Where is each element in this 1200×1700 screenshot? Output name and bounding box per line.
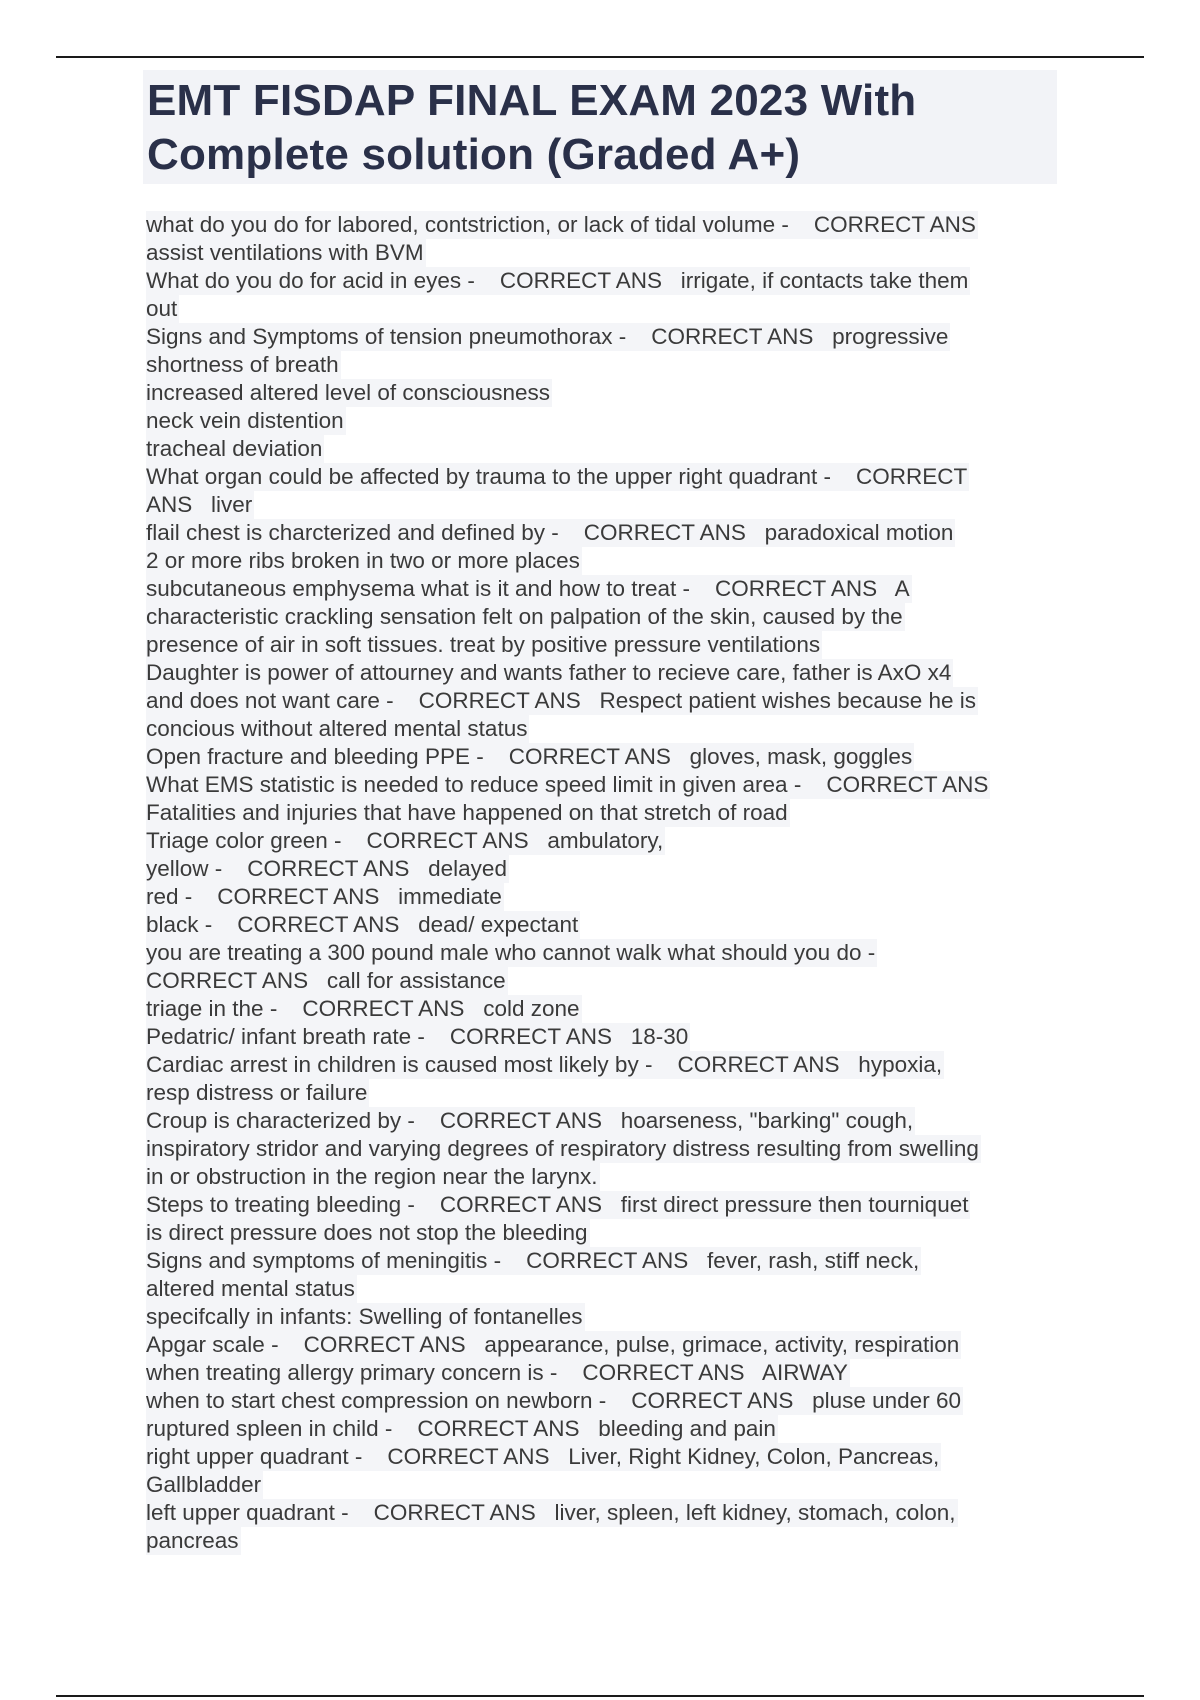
text-line bbox=[146, 1471, 1066, 1499]
text-line-content: Signs and Symptoms of tension pneumothorax - CORRECT ANS progressive bbox=[146, 324, 949, 349]
text-line-content: assist ventilations with BVM bbox=[146, 240, 424, 265]
text-line bbox=[146, 1079, 1066, 1107]
text-line bbox=[146, 1527, 1066, 1555]
text-line-content: when to start chest compression on newborn - CORRECT ANS pluse under 60 bbox=[146, 1388, 961, 1413]
text-line-content: What EMS statistic is needed to reduce speed limit in given area - CORRECT ANS bbox=[146, 772, 989, 797]
text-line bbox=[146, 939, 1066, 967]
text-line bbox=[146, 995, 1066, 1023]
text-line-content: increased altered level of consciousness bbox=[146, 380, 550, 405]
text-line bbox=[146, 603, 1066, 631]
text-line bbox=[146, 715, 1066, 743]
text-line bbox=[146, 687, 1066, 715]
text-line bbox=[146, 1303, 1066, 1331]
text-line bbox=[146, 1359, 1066, 1387]
text-line bbox=[146, 547, 1066, 575]
text-line-content: concious without altered mental status bbox=[146, 716, 528, 741]
title-line-1: EMT FISDAP FINAL EXAM 2023 With bbox=[147, 76, 917, 125]
text-line-content: CORRECT ANS call for assistance bbox=[146, 968, 506, 993]
text-line bbox=[146, 1107, 1066, 1135]
text-line bbox=[146, 743, 1066, 771]
text-line bbox=[146, 491, 1066, 519]
text-line bbox=[146, 883, 1066, 911]
title-block bbox=[143, 70, 1057, 184]
text-line-content: tracheal deviation bbox=[146, 436, 323, 461]
text-line-content: specifcally in infants: Swelling of fontanelles bbox=[146, 1304, 583, 1329]
text-line-content: out bbox=[146, 296, 178, 321]
text-line-content: Open fracture and bleeding PPE - CORRECT ANS gloves, mask, goggles bbox=[146, 744, 913, 769]
text-line-content: flail chest is charcterized and defined by - CORRECT ANS paradoxical motion bbox=[146, 520, 954, 545]
text-line bbox=[146, 435, 1066, 463]
text-line bbox=[146, 295, 1066, 323]
text-line bbox=[146, 1499, 1066, 1527]
text-line bbox=[146, 267, 1066, 295]
text-line bbox=[146, 1023, 1066, 1051]
qa-content bbox=[146, 211, 1066, 1555]
text-line-content: black - CORRECT ANS dead/ expectant bbox=[146, 912, 579, 937]
text-line-content: triage in the - CORRECT ANS cold zone bbox=[146, 996, 580, 1021]
document-title bbox=[147, 74, 1053, 182]
text-line-content: Signs and symptoms of meningitis - CORRECT ANS fever, rash, stiff neck, bbox=[146, 1248, 920, 1273]
text-line-content: Daughter is power of attourney and wants father to recieve care, father is AxO x4 bbox=[146, 660, 952, 685]
text-line-content: 2 or more ribs broken in two or more places bbox=[146, 548, 580, 573]
text-line-content: pancreas bbox=[146, 1528, 239, 1553]
text-line bbox=[146, 1219, 1066, 1247]
text-line-content: Pedatric/ infant breath rate - CORRECT ANS 18-30 bbox=[146, 1024, 689, 1049]
text-line-content: what do you do for labored, contstriction, or lack of tidal volume - CORRECT ANS bbox=[146, 212, 976, 237]
text-line-content: presence of air in soft tissues. treat by positive pressure ventilations bbox=[146, 632, 821, 657]
text-line bbox=[146, 519, 1066, 547]
text-line bbox=[146, 351, 1066, 379]
text-line bbox=[146, 827, 1066, 855]
text-line-content: and does not want care - CORRECT ANS Respect patient wishes because he is bbox=[146, 688, 976, 713]
text-line bbox=[146, 799, 1066, 827]
text-line bbox=[146, 211, 1066, 239]
text-line bbox=[146, 911, 1066, 939]
text-line-content: you are treating a 300 pound male who cannot walk what should you do - bbox=[146, 940, 876, 965]
text-line bbox=[146, 631, 1066, 659]
text-line bbox=[146, 1443, 1066, 1471]
text-line-content: right upper quadrant - CORRECT ANS Liver, Right Kidney, Colon, Pancreas, bbox=[146, 1444, 940, 1469]
text-line-content: yellow - CORRECT ANS delayed bbox=[146, 856, 507, 881]
text-line-content: is direct pressure does not stop the bleeding bbox=[146, 1220, 588, 1245]
text-line bbox=[146, 1275, 1066, 1303]
text-line bbox=[146, 1247, 1066, 1275]
text-line-content: red - CORRECT ANS immediate bbox=[146, 884, 502, 909]
text-line-content: neck vein distention bbox=[146, 408, 344, 433]
text-line bbox=[146, 1135, 1066, 1163]
text-line-content: altered mental status bbox=[146, 1276, 355, 1301]
bottom-rule bbox=[56, 1695, 1144, 1697]
text-line-content: when treating allergy primary concern is - CORRECT ANS AIRWAY bbox=[146, 1360, 848, 1385]
text-line-content: Gallbladder bbox=[146, 1472, 262, 1497]
text-line-content: Croup is characterized by - CORRECT ANS hoarseness, "barking" cough, bbox=[146, 1108, 914, 1133]
text-line-content: ANS liver bbox=[146, 492, 253, 517]
text-line-content: resp distress or failure bbox=[146, 1080, 368, 1105]
text-line bbox=[146, 1331, 1066, 1359]
text-line bbox=[146, 379, 1066, 407]
text-line-content: characteristic crackling sensation felt on palpation of the skin, caused by the bbox=[146, 604, 903, 629]
top-rule bbox=[56, 56, 1144, 58]
text-line-content: Steps to treating bleeding - CORRECT ANS first direct pressure then tourniquet bbox=[146, 1192, 969, 1217]
text-line-content: in or obstruction in the region near the larynx. bbox=[146, 1164, 598, 1189]
text-line-content: left upper quadrant - CORRECT ANS liver, spleen, left kidney, stomach, colon, bbox=[146, 1500, 956, 1525]
text-line bbox=[146, 239, 1066, 267]
text-line bbox=[146, 1051, 1066, 1079]
text-line bbox=[146, 1163, 1066, 1191]
text-line-content: subcutaneous emphysema what is it and how to treat - CORRECT ANS A bbox=[146, 576, 910, 601]
text-line-content: inspiratory stridor and varying degrees of respiratory distress resulting from swelling bbox=[146, 1136, 979, 1161]
text-line bbox=[146, 855, 1066, 883]
text-line bbox=[146, 967, 1066, 995]
text-line-content: Triage color green - CORRECT ANS ambulatory, bbox=[146, 828, 664, 853]
text-line-content: Apgar scale - CORRECT ANS appearance, pulse, grimace, activity, respiration bbox=[146, 1332, 960, 1357]
text-line-content: ruptured spleen in child - CORRECT ANS bleeding and pain bbox=[146, 1416, 776, 1441]
text-line bbox=[146, 1415, 1066, 1443]
text-line bbox=[146, 659, 1066, 687]
text-line bbox=[146, 771, 1066, 799]
text-line bbox=[146, 407, 1066, 435]
text-line bbox=[146, 323, 1066, 351]
text-line bbox=[146, 575, 1066, 603]
text-line-content: What do you do for acid in eyes - CORRECT ANS irrigate, if contacts take them bbox=[146, 268, 969, 293]
text-line-content: What organ could be affected by trauma to the upper right quadrant - CORRECT bbox=[146, 464, 968, 489]
text-line-content: Fatalities and injuries that have happened on that stretch of road bbox=[146, 800, 788, 825]
title-line-2: Complete solution (Graded A+) bbox=[147, 130, 801, 179]
text-line bbox=[146, 1191, 1066, 1219]
text-line bbox=[146, 463, 1066, 491]
text-line bbox=[146, 1387, 1066, 1415]
text-line-content: Cardiac arrest in children is caused most likely by - CORRECT ANS hypoxia, bbox=[146, 1052, 943, 1077]
text-line-content: shortness of breath bbox=[146, 352, 339, 377]
